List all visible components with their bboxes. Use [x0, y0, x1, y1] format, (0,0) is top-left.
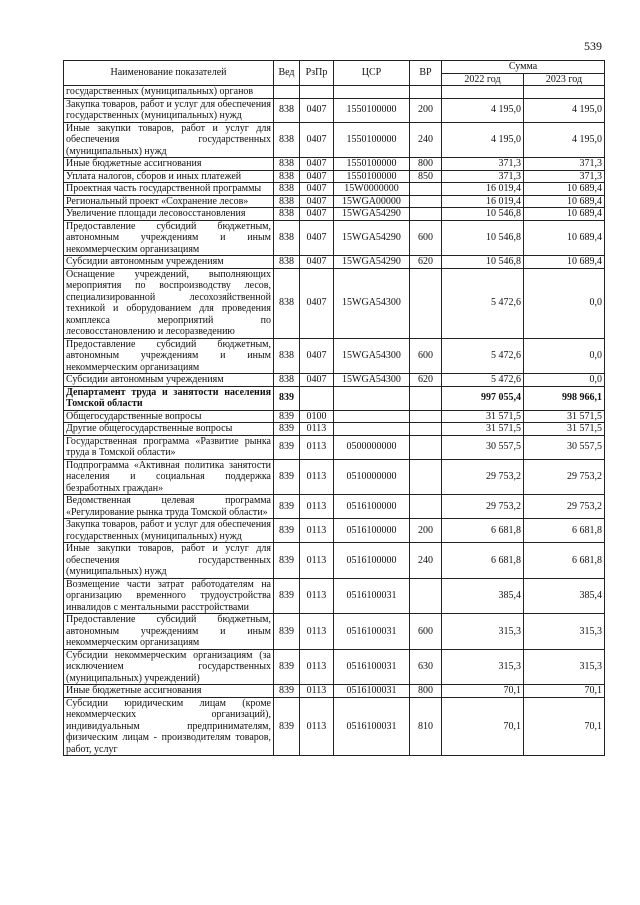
cell-y2022: 5 472,6: [442, 338, 524, 374]
cell-y2023: 10 689,4: [524, 256, 605, 269]
cell-csr: 15W0000000: [334, 183, 410, 196]
table-row: [64, 158, 605, 171]
cell-vr: [410, 195, 442, 208]
cell-y2023: 315,3: [524, 649, 605, 685]
table-row: [64, 374, 605, 387]
cell-csr: 15WGA54300: [334, 338, 410, 374]
cell-csr: 15WGA54290: [334, 256, 410, 269]
table-row: [64, 649, 605, 685]
cell-y2023: 29 753,2: [524, 495, 605, 519]
cell-y2022: 70,1: [442, 685, 524, 698]
cell-rzpr: 0100: [300, 410, 334, 423]
cell-vr: 600: [410, 220, 442, 256]
cell-rzpr: 0407: [300, 220, 334, 256]
cell-y2022: 29 753,2: [442, 459, 524, 495]
cell-vr: [410, 268, 442, 338]
cell-name: государственных (муниципальных) органов: [64, 86, 274, 99]
cell-y2023: 10 689,4: [524, 220, 605, 256]
cell-vr: 800: [410, 158, 442, 171]
cell-y2023: 0,0: [524, 374, 605, 387]
cell-ved: 838: [274, 256, 300, 269]
cell-name: Государственная программа «Развитие рынка труда в Томской области»: [64, 435, 274, 459]
cell-csr: 0516100031: [334, 578, 410, 614]
cell-y2022: 385,4: [442, 578, 524, 614]
header-year-2023: 2023 год: [524, 73, 605, 86]
cell-name: Субсидии автономным учреждениям: [64, 256, 274, 269]
cell-ved: 838: [274, 338, 300, 374]
table-row: [64, 685, 605, 698]
cell-csr: 0516100031: [334, 685, 410, 698]
cell-vr: 810: [410, 697, 442, 756]
cell-ved: 838: [274, 170, 300, 183]
cell-vr: 850: [410, 170, 442, 183]
cell-name: Предоставление субсидий бюджетным, автономным учреждениям и иным некоммерческим организациям: [64, 220, 274, 256]
cell-rzpr: [300, 86, 334, 99]
cell-csr: 15WGA54290: [334, 220, 410, 256]
cell-csr: [334, 386, 410, 410]
header-name: Наименование показателей: [64, 61, 274, 86]
cell-name: Иные бюджетные ассигнования: [64, 685, 274, 698]
cell-y2023: [524, 86, 605, 99]
cell-csr: 0510000000: [334, 459, 410, 495]
cell-rzpr: 0113: [300, 614, 334, 650]
cell-name: Возмещение части затрат работодателям на организацию временного трудоустройства инвалидов с ментальными расстройствами: [64, 578, 274, 614]
cell-vr: 630: [410, 649, 442, 685]
cell-csr: 1550100000: [334, 158, 410, 171]
table-row: [64, 208, 605, 221]
cell-name: Субсидии юридическим лицам (кроме некоммерческих организаций), индивидуальным предпринимателям, физическим лицам - производителям товаров, работ, услуг: [64, 697, 274, 756]
cell-name: Закупка товаров, работ и услуг для обеспечения государственных (муниципальных) нужд: [64, 98, 274, 122]
cell-y2022: 10 546,8: [442, 256, 524, 269]
table-row: [64, 338, 605, 374]
cell-ved: 838: [274, 158, 300, 171]
cell-y2023: 10 689,4: [524, 195, 605, 208]
cell-name: Предоставление субсидий бюджетным, автономным учреждениям и иным некоммерческим организациям: [64, 338, 274, 374]
cell-y2022: 70,1: [442, 697, 524, 756]
cell-y2022: 315,3: [442, 614, 524, 650]
cell-csr: 0516100000: [334, 495, 410, 519]
cell-vr: 200: [410, 519, 442, 543]
cell-csr: 0516100000: [334, 543, 410, 579]
cell-vr: [410, 410, 442, 423]
cell-name: Субсидии некоммерческим организациям (за исключением государственных (муниципальных) учреждений): [64, 649, 274, 685]
cell-vr: 200: [410, 98, 442, 122]
cell-y2022: 315,3: [442, 649, 524, 685]
cell-name: Увеличение площади лесовосстановления: [64, 208, 274, 221]
cell-y2022: 31 571,5: [442, 410, 524, 423]
cell-vr: 600: [410, 614, 442, 650]
cell-y2023: 4 195,0: [524, 98, 605, 122]
table-row: [64, 256, 605, 269]
cell-y2022: 31 571,5: [442, 423, 524, 436]
cell-y2023: 6 681,8: [524, 519, 605, 543]
cell-ved: 839: [274, 459, 300, 495]
cell-name: Департамент труда и занятости населения Томской области: [64, 386, 274, 410]
cell-csr: 1550100000: [334, 98, 410, 122]
table-row: [64, 268, 605, 338]
cell-vr: 240: [410, 122, 442, 158]
cell-y2023: 10 689,4: [524, 183, 605, 196]
cell-csr: [334, 410, 410, 423]
cell-csr: 0516100000: [334, 519, 410, 543]
table-row: [64, 220, 605, 256]
cell-rzpr: 0113: [300, 649, 334, 685]
table-row: [64, 423, 605, 436]
cell-ved: 838: [274, 183, 300, 196]
cell-y2023: 29 753,2: [524, 459, 605, 495]
cell-y2022: 16 019,4: [442, 183, 524, 196]
budget-table: [63, 60, 605, 756]
cell-vr: 600: [410, 338, 442, 374]
cell-y2023: 371,3: [524, 170, 605, 183]
cell-y2022: 30 557,5: [442, 435, 524, 459]
header-year-2022: 2022 год: [442, 73, 524, 86]
table-body: [64, 86, 605, 756]
cell-ved: 839: [274, 697, 300, 756]
cell-name: Другие общегосударственные вопросы: [64, 423, 274, 436]
cell-rzpr: 0407: [300, 208, 334, 221]
cell-y2023: 0,0: [524, 338, 605, 374]
table-row: [64, 495, 605, 519]
cell-name: Иные закупки товаров, работ и услуг для обеспечения государственных (муниципальных) нужд: [64, 543, 274, 579]
cell-ved: 838: [274, 122, 300, 158]
cell-rzpr: 0407: [300, 268, 334, 338]
cell-rzpr: [300, 386, 334, 410]
cell-rzpr: 0113: [300, 578, 334, 614]
table-row: [64, 519, 605, 543]
cell-ved: 838: [274, 195, 300, 208]
cell-name: Закупка товаров, работ и услуг для обеспечения государственных (муниципальных) нужд: [64, 519, 274, 543]
cell-vr: 240: [410, 543, 442, 579]
cell-y2023: 70,1: [524, 685, 605, 698]
cell-ved: 838: [274, 220, 300, 256]
cell-y2023: 315,3: [524, 614, 605, 650]
cell-csr: 15WGA54300: [334, 268, 410, 338]
cell-y2022: 371,3: [442, 158, 524, 171]
cell-vr: 800: [410, 685, 442, 698]
table-row: [64, 578, 605, 614]
cell-y2023: 4 195,0: [524, 122, 605, 158]
cell-y2022: 5 472,6: [442, 268, 524, 338]
cell-rzpr: 0113: [300, 519, 334, 543]
cell-name: Иные бюджетные ассигнования: [64, 158, 274, 171]
table-row: [64, 543, 605, 579]
table-row: [64, 183, 605, 196]
cell-y2022: 5 472,6: [442, 374, 524, 387]
cell-name: Региональный проект «Сохранение лесов»: [64, 195, 274, 208]
cell-rzpr: 0407: [300, 338, 334, 374]
cell-csr: 15WGA54300: [334, 374, 410, 387]
cell-vr: [410, 386, 442, 410]
cell-vr: [410, 495, 442, 519]
header-ved: Вед: [274, 61, 300, 86]
cell-rzpr: 0113: [300, 685, 334, 698]
cell-ved: 839: [274, 543, 300, 579]
cell-rzpr: 0113: [300, 495, 334, 519]
cell-rzpr: 0407: [300, 98, 334, 122]
cell-rzpr: 0113: [300, 697, 334, 756]
cell-csr: [334, 86, 410, 99]
cell-name: Уплата налогов, сборов и иных платежей: [64, 170, 274, 183]
table-row: [64, 195, 605, 208]
table-row: [64, 86, 605, 99]
cell-y2022: 10 546,8: [442, 220, 524, 256]
cell-ved: 839: [274, 386, 300, 410]
header-sum: Сумма: [442, 61, 605, 74]
table-row: [64, 170, 605, 183]
table-row: [64, 98, 605, 122]
cell-name: Предоставление субсидий бюджетным, автономным учреждениям и иным некоммерческим организациям: [64, 614, 274, 650]
cell-y2023: 70,1: [524, 697, 605, 756]
cell-rzpr: 0407: [300, 374, 334, 387]
cell-csr: 15WGA54290: [334, 208, 410, 221]
cell-name: Общегосударственные вопросы: [64, 410, 274, 423]
cell-csr: 0516100031: [334, 614, 410, 650]
cell-y2023: 30 557,5: [524, 435, 605, 459]
cell-y2023: 31 571,5: [524, 423, 605, 436]
cell-csr: 1550100000: [334, 170, 410, 183]
cell-y2022: [442, 86, 524, 99]
cell-name: Оснащение учреждений, выполняющих мероприятия по воспроизводству лесов, специализированной лесохозяйственной техникой и оборудованием для проведения комплекса мероприятий по лесовосстановлению и лесоразведению: [64, 268, 274, 338]
cell-ved: 839: [274, 495, 300, 519]
table-row: [64, 697, 605, 756]
cell-name: Иные закупки товаров, работ и услуг для обеспечения государственных (муниципальных) нужд: [64, 122, 274, 158]
cell-vr: [410, 208, 442, 221]
table-row: [64, 122, 605, 158]
cell-csr: 1550100000: [334, 122, 410, 158]
page-number: 539: [584, 39, 602, 53]
cell-y2023: 385,4: [524, 578, 605, 614]
cell-rzpr: 0407: [300, 256, 334, 269]
cell-csr: 0516100031: [334, 649, 410, 685]
header-csr: ЦСР: [334, 61, 410, 86]
cell-ved: 839: [274, 519, 300, 543]
cell-ved: 839: [274, 578, 300, 614]
cell-vr: [410, 578, 442, 614]
cell-name: Проектная часть государственной программы: [64, 183, 274, 196]
cell-vr: [410, 183, 442, 196]
cell-y2023: 998 966,1: [524, 386, 605, 410]
cell-csr: 0500000000: [334, 435, 410, 459]
cell-y2022: 6 681,8: [442, 519, 524, 543]
cell-y2023: 31 571,5: [524, 410, 605, 423]
cell-rzpr: 0407: [300, 122, 334, 158]
cell-y2022: 4 195,0: [442, 98, 524, 122]
cell-rzpr: 0113: [300, 435, 334, 459]
cell-vr: 620: [410, 256, 442, 269]
cell-y2022: 997 055,4: [442, 386, 524, 410]
cell-y2022: 371,3: [442, 170, 524, 183]
cell-name: Подпрограмма «Активная политика занятости населения и социальная поддержка безработных граждан»: [64, 459, 274, 495]
cell-y2023: 371,3: [524, 158, 605, 171]
cell-csr: 0516100031: [334, 697, 410, 756]
cell-vr: [410, 423, 442, 436]
table-row: [64, 435, 605, 459]
cell-y2022: 29 753,2: [442, 495, 524, 519]
cell-rzpr: 0113: [300, 543, 334, 579]
cell-rzpr: 0407: [300, 158, 334, 171]
cell-vr: 620: [410, 374, 442, 387]
cell-ved: 838: [274, 98, 300, 122]
table-row: [64, 614, 605, 650]
cell-rzpr: 0113: [300, 459, 334, 495]
cell-y2023: 10 689,4: [524, 208, 605, 221]
cell-rzpr: 0407: [300, 183, 334, 196]
cell-y2022: 6 681,8: [442, 543, 524, 579]
table-row: [64, 386, 605, 410]
cell-ved: 838: [274, 268, 300, 338]
cell-ved: 839: [274, 685, 300, 698]
cell-ved: 839: [274, 649, 300, 685]
cell-ved: 838: [274, 208, 300, 221]
cell-csr: 15WGA00000: [334, 195, 410, 208]
cell-vr: [410, 86, 442, 99]
cell-rzpr: 0407: [300, 195, 334, 208]
cell-csr: [334, 423, 410, 436]
table-row: [64, 459, 605, 495]
cell-y2022: 4 195,0: [442, 122, 524, 158]
cell-ved: 839: [274, 614, 300, 650]
cell-vr: [410, 459, 442, 495]
cell-vr: [410, 435, 442, 459]
cell-ved: 838: [274, 374, 300, 387]
cell-ved: 839: [274, 423, 300, 436]
cell-y2023: 0,0: [524, 268, 605, 338]
cell-rzpr: 0113: [300, 423, 334, 436]
cell-ved: [274, 86, 300, 99]
cell-name: Ведомственная целевая программа «Регулирование рынка труда Томской области»: [64, 495, 274, 519]
cell-ved: 839: [274, 435, 300, 459]
cell-y2022: 10 546,8: [442, 208, 524, 221]
table-row: [64, 410, 605, 423]
cell-rzpr: 0407: [300, 170, 334, 183]
cell-y2023: 6 681,8: [524, 543, 605, 579]
cell-y2022: 16 019,4: [442, 195, 524, 208]
cell-ved: 839: [274, 410, 300, 423]
header-vr: ВР: [410, 61, 442, 86]
header-rzpr: РзПр: [300, 61, 334, 86]
cell-name: Субсидии автономным учреждениям: [64, 374, 274, 387]
